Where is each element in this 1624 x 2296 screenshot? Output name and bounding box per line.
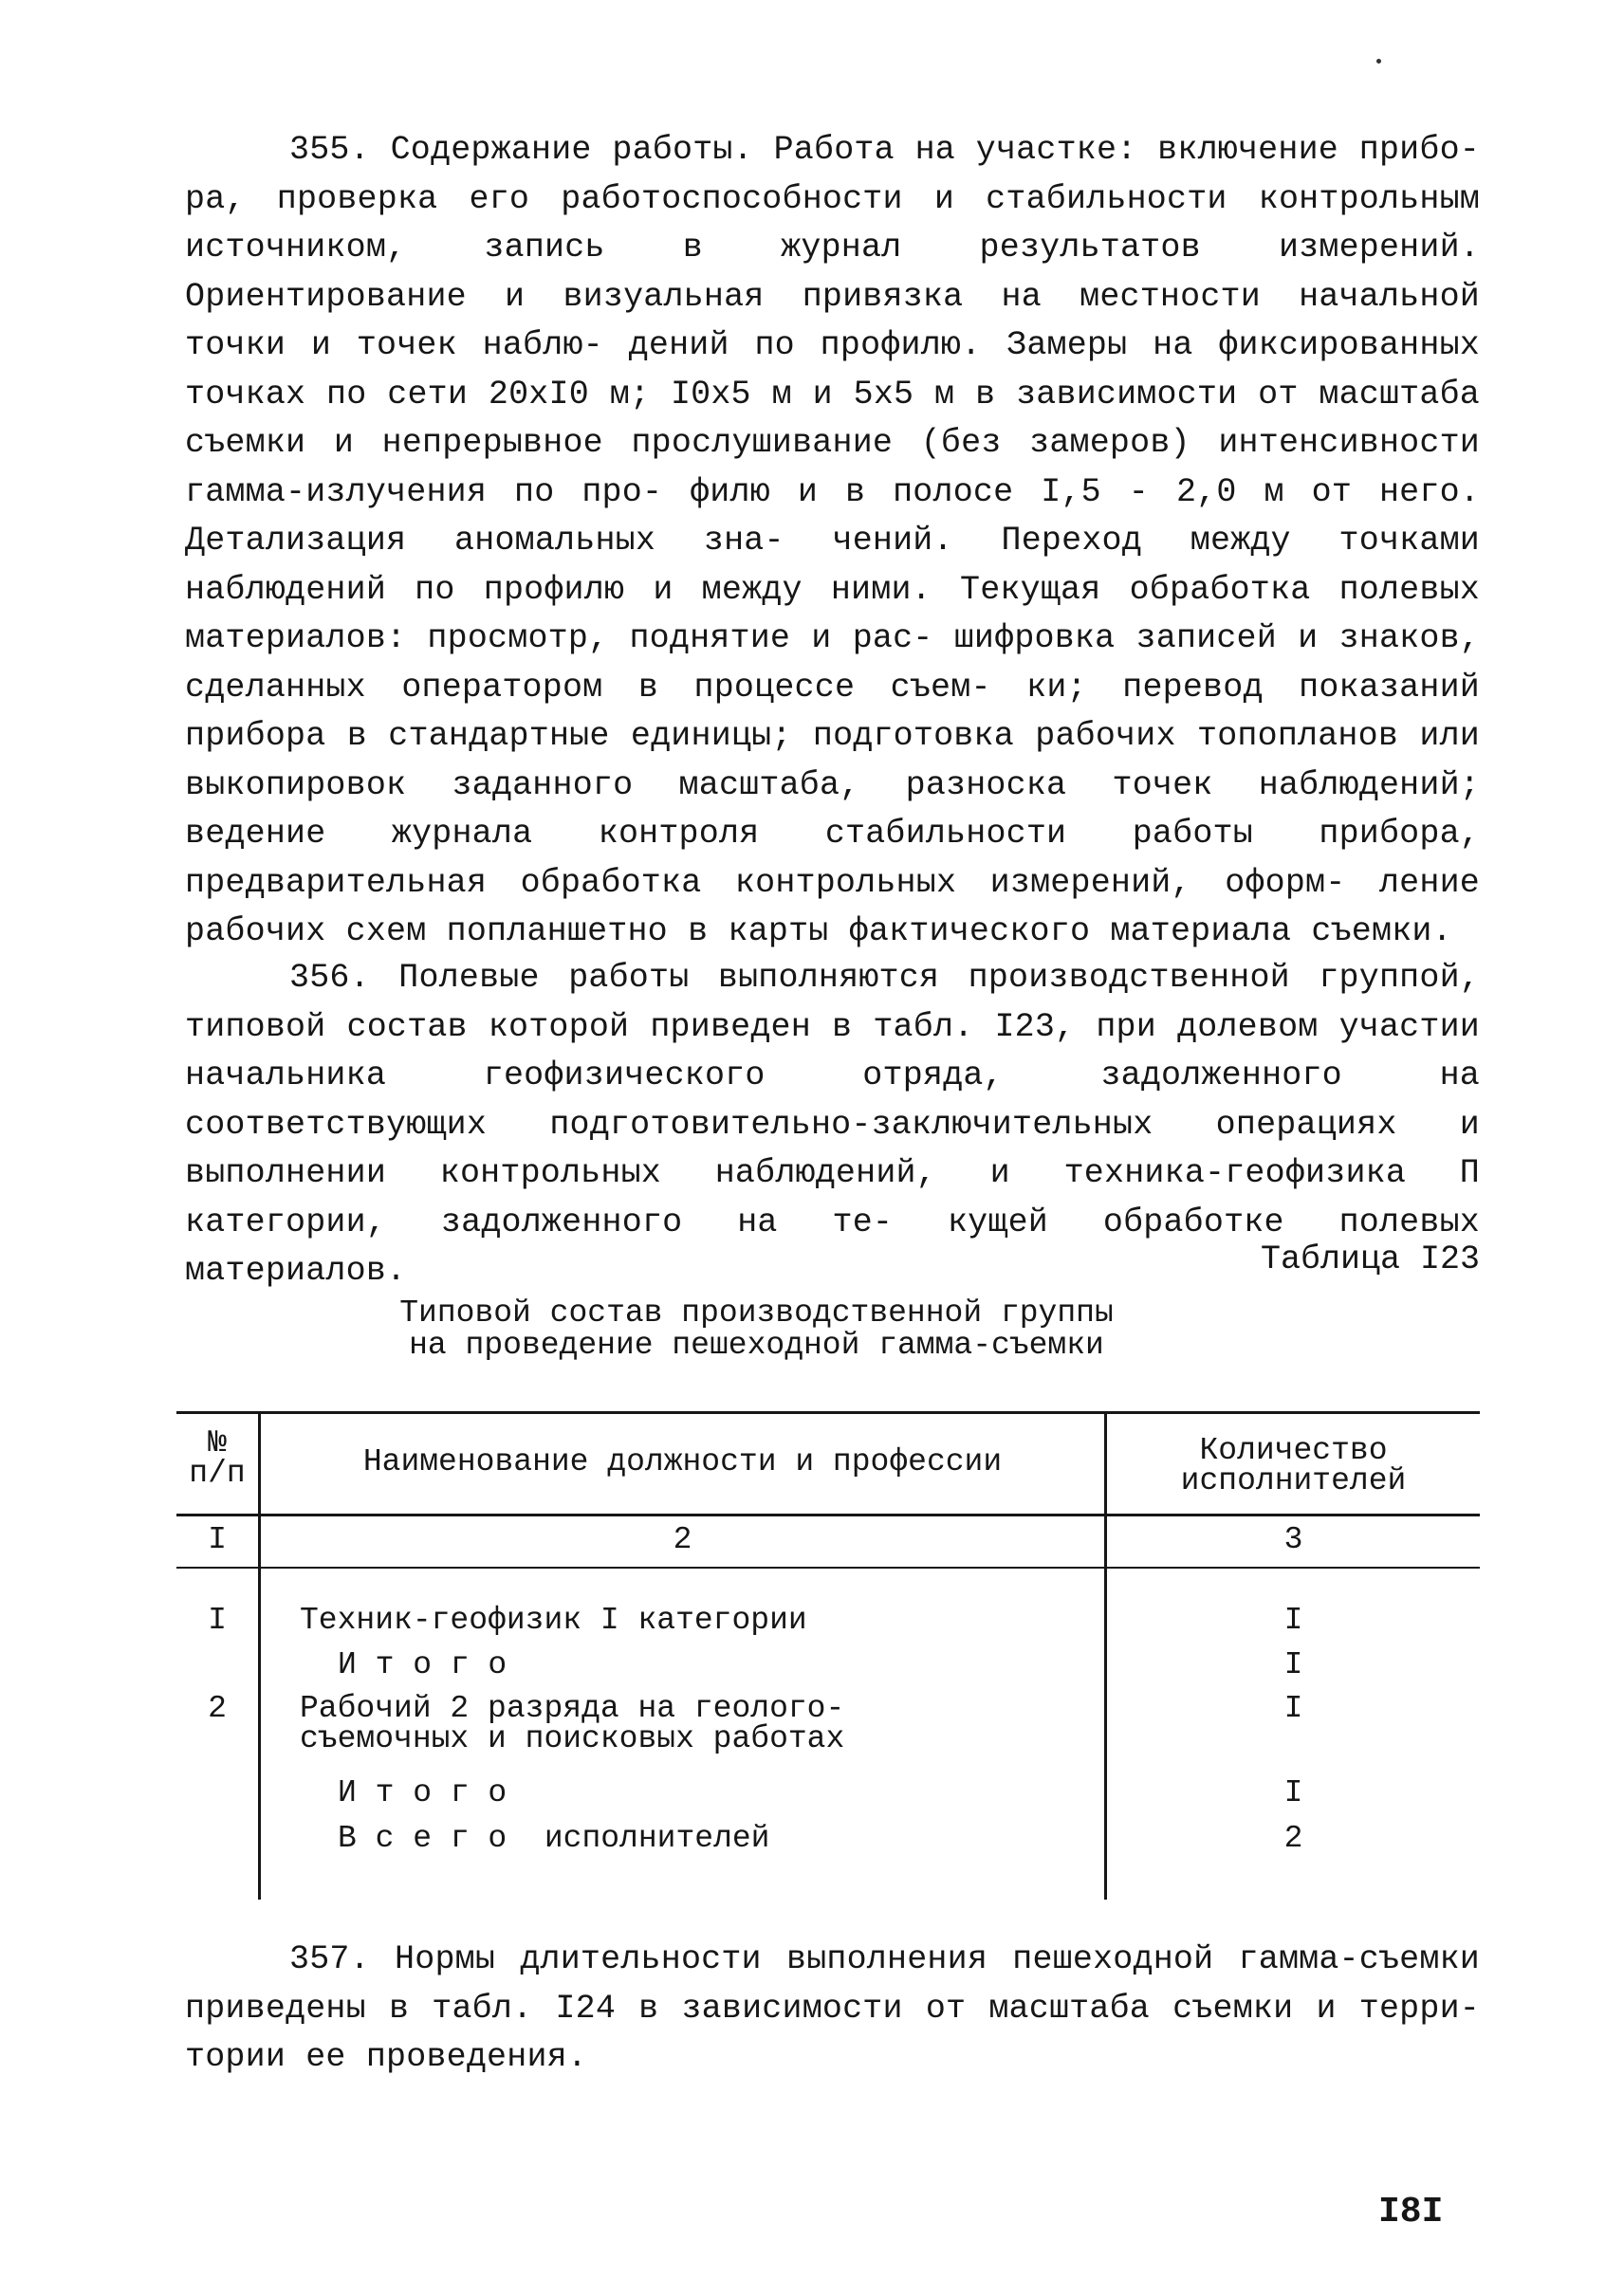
header-name: Наименование должности и профессии xyxy=(362,1444,1003,1479)
row-3-num: 2 xyxy=(208,1691,227,1726)
row-3-count: I xyxy=(1283,1691,1303,1726)
table-caption-line2: на проведение пешеходной гамма-съемки xyxy=(409,1328,1104,1363)
paragraph-356-first-line: 356. Полевые работы выполняются производственной группой, xyxy=(289,959,1480,997)
col-number-1: I xyxy=(208,1522,227,1557)
row-1-num: I xyxy=(208,1603,227,1638)
paragraph-355 xyxy=(185,126,1480,957)
table-header-rule xyxy=(176,1514,1480,1516)
table-col1-divider xyxy=(258,1411,261,1900)
row-3-name xyxy=(300,1691,845,1756)
row-1-name: Техник-геофизик I категории xyxy=(300,1603,807,1638)
header-count-line1: Количество xyxy=(1199,1433,1388,1468)
page-number: I8I xyxy=(1378,2192,1444,2232)
row-4-name: И т о г о xyxy=(338,1775,508,1810)
paragraph-357 xyxy=(185,1936,1480,2083)
row-2-count: I xyxy=(1283,1647,1303,1682)
header-count xyxy=(1107,1433,1480,1498)
table-caption xyxy=(323,1297,1190,1362)
staff-table xyxy=(176,1411,1480,1900)
row-4-count: I xyxy=(1283,1775,1303,1810)
row-1-count: I xyxy=(1283,1603,1303,1638)
paragraph-355-body: ра, проверка его работоспособности и стабильности контрольным источником, запись в журнал результатов измерений. Ориентирование и визуальная привязка на местности начальной точки и точек наблю- дений по профилю. Замеры на фиксированных точках по сети 20хI0 м; I0х5 м и 5х5 м в зависимости от масштаба съемки и непрерывное прослушивание (без замеров) интенсивности гамма-излучения по про- филю и в полосе I,5 - 2,0 м от него. Детализация аномальных зна- чений. Переход между точками наблюдений по профилю и между ними. Текущая обработка полевых материалов: просмотр, поднятие и рас- шифровка записей и знаков, сделанных оператором в процессе съем- ки; перевод показаний прибора в стандартные единицы; подготовка рабочих топопланов или выкопировок заданного масштаба, разноска точек наблюдений; ведение журнала контроля стабильности работы прибора, предварительная обработка контрольных измерений, оформ- ление рабочих схем попланшетно в карты фактического материала съемки. xyxy=(185,179,1480,950)
col-number-2: 2 xyxy=(673,1522,692,1557)
row-5-count: 2 xyxy=(1283,1821,1303,1856)
row-2-name: И т о г о xyxy=(338,1647,508,1682)
header-count-line2: исполнителей xyxy=(1180,1463,1407,1498)
paragraph-355-first-line: 355. Содержание работы. Работа на участке: включение прибо- xyxy=(289,131,1480,169)
table-caption-line1: Типовой состав производственной группы xyxy=(399,1295,1114,1331)
table-label: Таблица I23 xyxy=(1260,1240,1480,1278)
header-num-line1: № xyxy=(208,1425,227,1460)
row-3-name-line1: Рабочий 2 разряда на геолого- xyxy=(300,1691,845,1726)
paragraph-356-body: типовой состав которой приведен в табл. I23, при долевом участии начальника геофизического отряда, задолженного на соответствующих подготовительно-заключительных операциях и выполнении контрольных наблюдений, и техника-геофизика П категории, задолженного на те- кущей обработке полевых материалов. xyxy=(185,1007,1480,1290)
header-num-line2: п/п xyxy=(189,1456,246,1491)
paragraph-357-first-line: 357. Нормы длительности выполнения пешеходной гамма-съемки xyxy=(289,1940,1480,1978)
paragraph-357-body: приведены в табл. I24 в зависимости от масштаба съемки и терри- тории ее проведения. xyxy=(185,1989,1480,2076)
header-num xyxy=(176,1425,258,1491)
scan-speck xyxy=(1376,59,1381,64)
table-numbers-rule xyxy=(176,1567,1480,1569)
col-number-3: 3 xyxy=(1283,1522,1303,1557)
row-5-name: В с е г о исполнителей xyxy=(338,1821,770,1856)
row-3-name-line2: съемочных и поисковых работах xyxy=(300,1721,845,1756)
table-top-rule xyxy=(176,1411,1480,1414)
